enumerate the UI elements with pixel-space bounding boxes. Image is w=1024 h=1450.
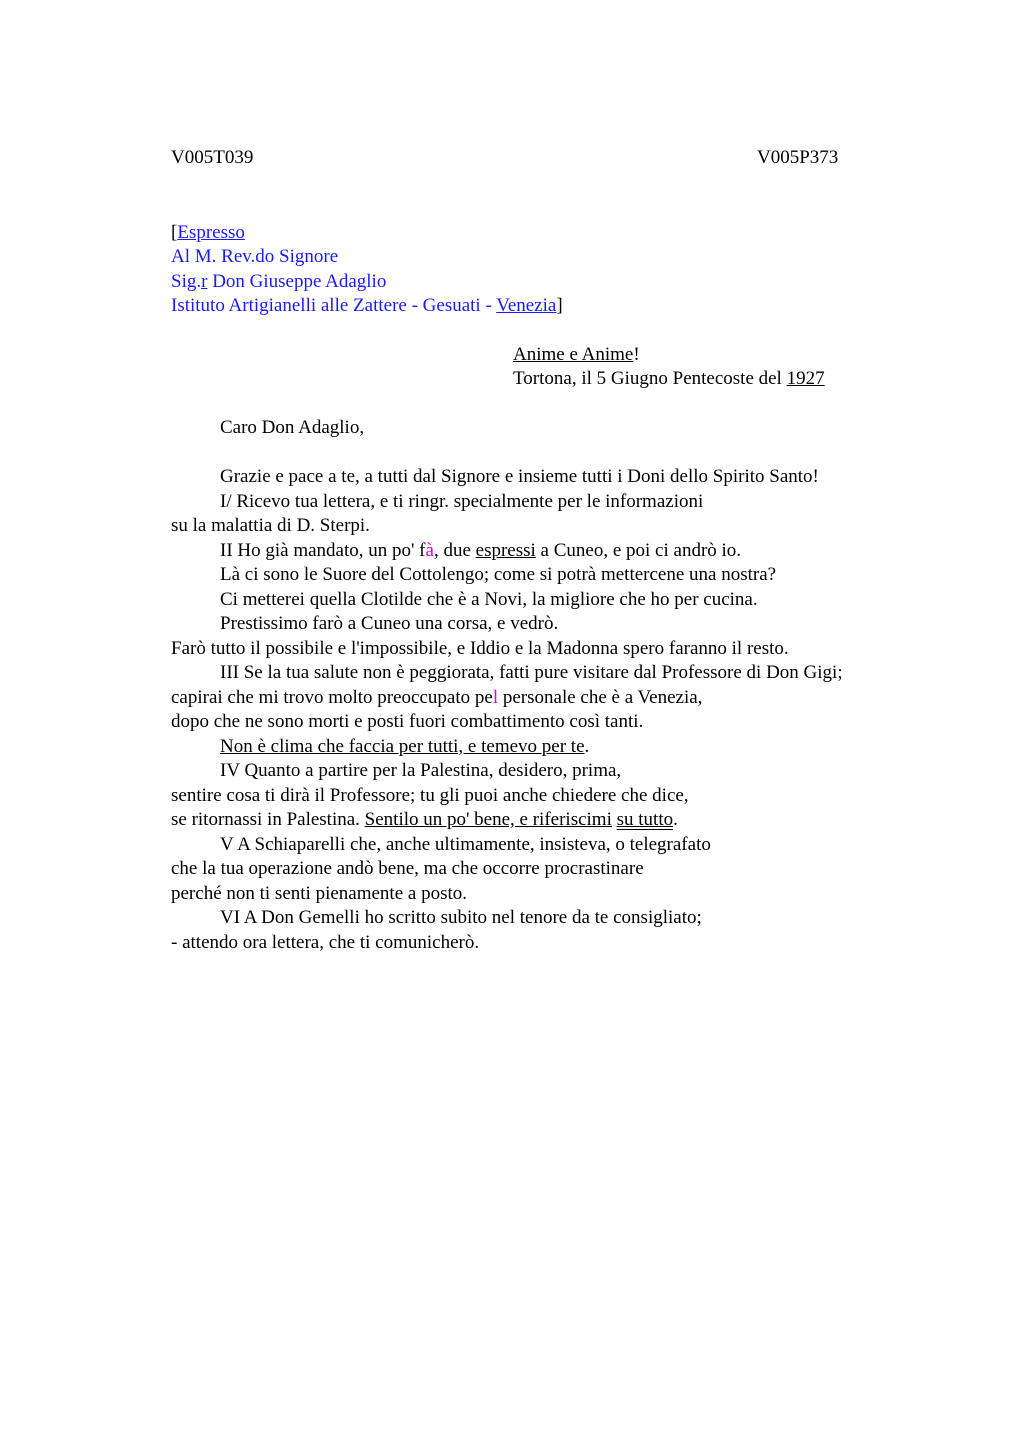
body-line: perché non ti senti pienamente a posto. <box>171 882 467 904</box>
body-line: III Se la tua salute non è peggiorata, fatti pure visitare dal Professore di Don Gigi; <box>220 662 843 683</box>
text-segment: a Cuneo, e poi ci andrò io. <box>535 539 742 561</box>
body-line <box>220 539 741 564</box>
underlined-word: espressi <box>475 539 536 561</box>
body-line <box>220 735 589 760</box>
address-line-2: Al M. Rev.do Signore <box>171 246 339 267</box>
body-line <box>171 686 702 711</box>
body-line: su la malattia di D. Sterpi. <box>171 515 370 536</box>
body-line: Grazie e pace a te, a tutti dal Signore e insieme tutti i Doni dello Spirito Santo! <box>220 466 819 487</box>
date-year: 1927 <box>786 368 825 389</box>
motto-line <box>513 343 640 367</box>
body-line: Là ci sono le Suore del Cottolengo; come si potrà mettercene una nostra? <box>220 564 777 585</box>
text-segment: II Ho già mandato, un po' f <box>220 539 426 561</box>
correction-mark: l <box>492 686 499 708</box>
place-date-line <box>513 367 825 391</box>
double-underlined-phrase: su tutto <box>616 809 674 830</box>
address-sig-r: r <box>201 271 208 292</box>
text-segment: . <box>584 735 590 757</box>
close-bracket: ] <box>556 295 563 316</box>
address-espresso: Espresso <box>177 222 245 243</box>
body-line: V A Schiaparelli che, anche ultimamente, insisteva, o telegrafato <box>220 833 711 855</box>
motto-exclamation: ! <box>633 344 640 365</box>
address-sig: Sig. <box>171 271 202 292</box>
document-code-left: V005T039 <box>171 147 254 168</box>
text-segment: se ritornassi in Palestina. <box>171 809 365 830</box>
text-segment: . <box>673 809 678 830</box>
address-city: Venezia <box>496 295 557 316</box>
correction-mark: à <box>425 539 434 561</box>
body-line <box>171 808 678 833</box>
address-line-4 <box>171 294 563 318</box>
body-line: dopo che ne sono morti e posti fuori combattimento così tanti. <box>171 711 644 732</box>
body-line: Ci metterei quella Clotilde che è a Novi, la migliore che ho per cucina. <box>220 588 758 610</box>
open-bracket: [ <box>171 222 178 243</box>
address-name: Don Giuseppe Adaglio <box>207 271 387 292</box>
underlined-phrase: Non è clima che faccia per tutti, e temevo per te <box>220 735 585 757</box>
body-line: I/ Ricevo tua lettera, e ti ringr. specialmente per le informazioni <box>220 490 704 512</box>
body-line: VI A Don Gemelli ho scritto subito nel tenore da te consigliato; <box>220 907 702 928</box>
body-line: Prestissimo farò a Cuneo una corsa, e vedrò. <box>220 613 559 634</box>
body-line: IV Quanto a partire per la Palestina, desidero, prima, <box>220 760 622 781</box>
text-segment: capirai che mi trovo molto preoccupato pe <box>171 686 493 708</box>
address-line-3 <box>171 270 386 294</box>
text-segment: personale che è a Venezia, <box>498 686 703 708</box>
body-line: sentire cosa ti dirà il Professore; tu gli puoi anche chiedere che dice, <box>171 784 689 806</box>
body-line: Farò tutto il possibile e l'impossibile, e Iddio e la Madonna spero faranno il resto. <box>171 637 789 659</box>
salutation: Caro Don Adaglio, <box>220 417 365 438</box>
page-code-right: V005P373 <box>757 147 839 168</box>
underlined-phrase: Sentilo un po' bene, e riferiscimi <box>364 809 612 830</box>
place-date: Tortona, il 5 Giugno Pentecoste del <box>513 368 787 389</box>
address-line-1 <box>171 221 245 245</box>
text-segment: , due <box>433 539 476 561</box>
address-institute: Istituto Artigianelli alle Zattere - Gesuati - <box>171 295 497 316</box>
motto-text: Anime e Anime <box>513 344 634 365</box>
body-line: - attendo ora lettera, che ti comunicherò. <box>171 931 480 953</box>
body-line: che la tua operazione andò bene, ma che occorre procrastinare <box>171 858 644 879</box>
